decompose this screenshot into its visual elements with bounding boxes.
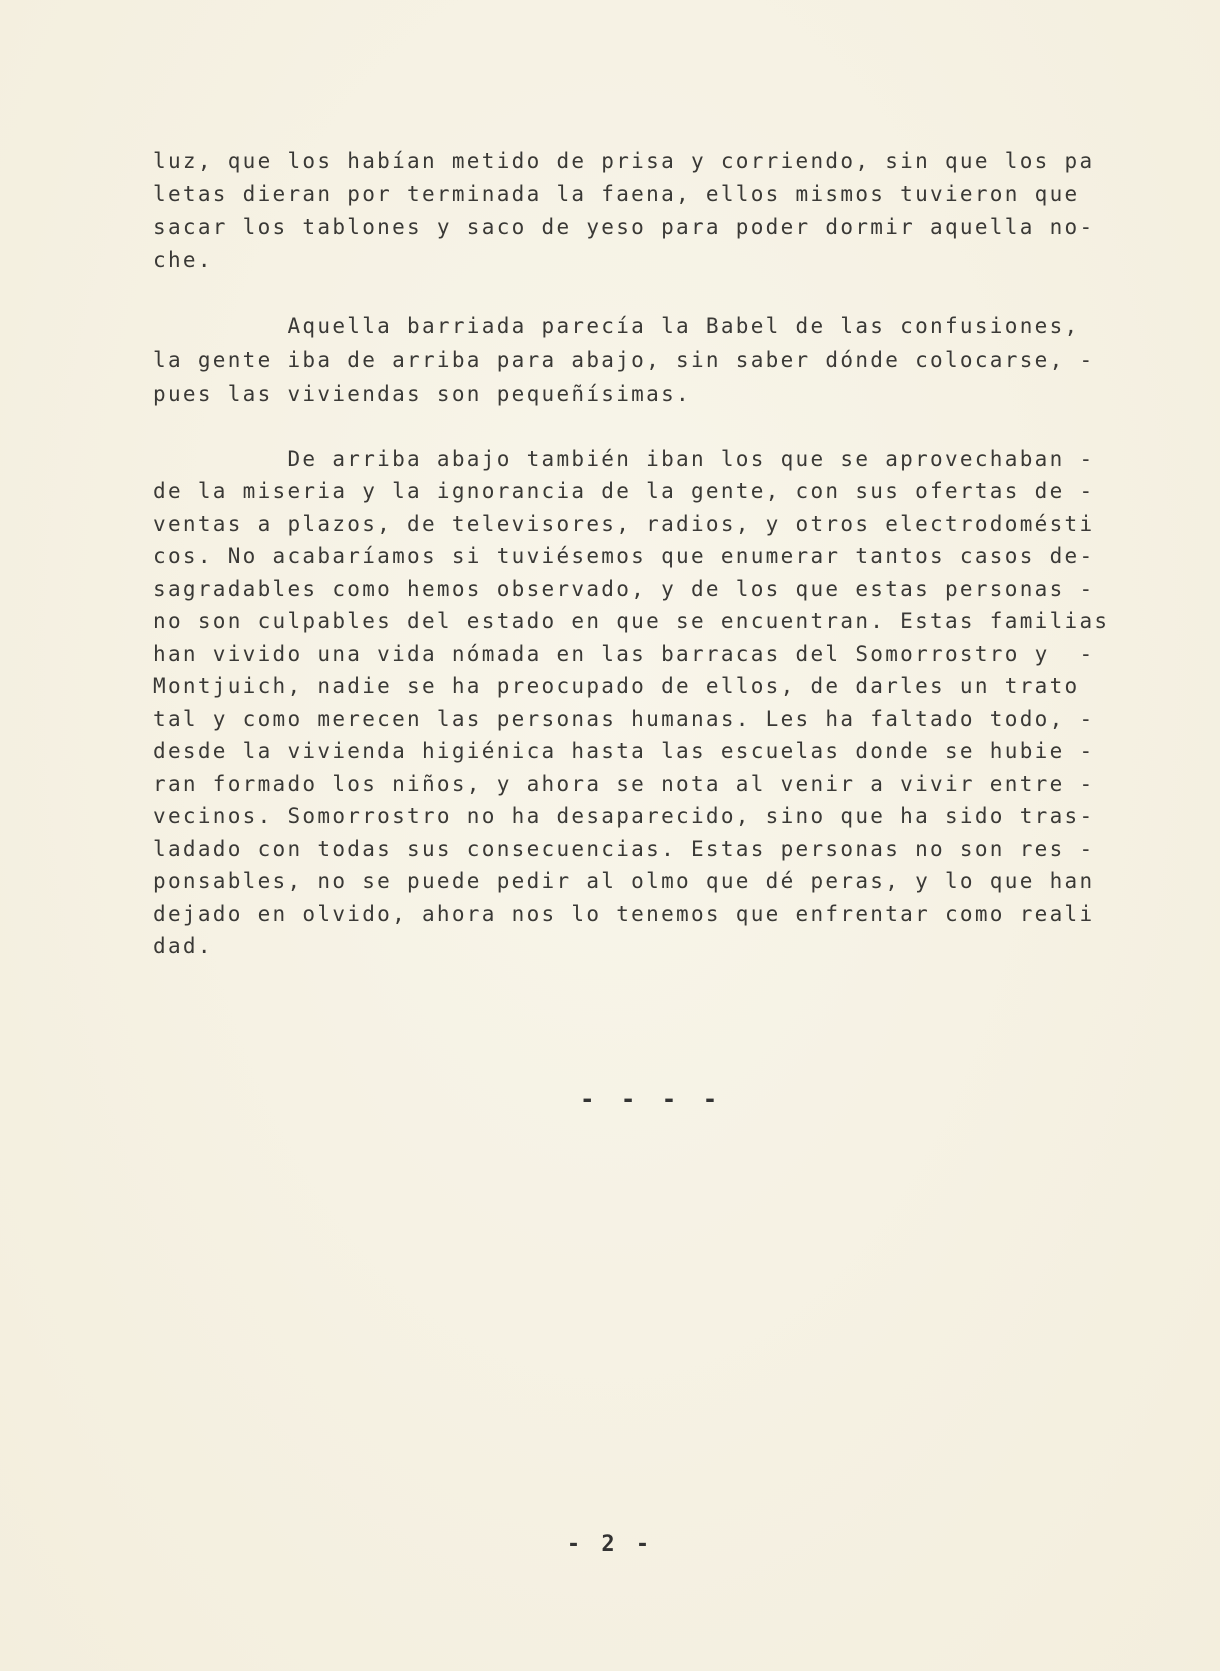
text-line: Montjuich, nadie se ha preocupado de ellos, de darles un trato [153,674,1080,698]
section-separator: - - - - [580,1085,724,1113]
text-line: sacar los tablones y saco de yeso para poder dormir aquella no- [153,215,1095,239]
text-line: cos. No acabaríamos si tuviésemos que enumerar tantos casos de- [153,544,1095,568]
text-line: Aquella barriada parecía la Babel de las confusiones, [153,314,1080,338]
text-line: ventas a plazos, de televisores, radios, y otros electrodomésti [153,512,1095,536]
text-line: desde la vivienda higiénica hasta las escuelas donde se hubie - [153,739,1095,763]
text-line: de la miseria y la ignorancia de la gente, con sus ofertas de - [153,479,1095,503]
text-line: dad. [153,934,213,958]
text-line: che. [153,248,213,272]
text-line: pues las viviendas son pequeñísimas. [153,382,691,406]
text-line: han vivido una vida nómada en las barracas del Somorrostro y - [153,642,1095,666]
text-line: vecinos. Somorrostro no ha desaparecido, sino que ha sido tras- [153,804,1095,828]
text-line: tal y como merecen las personas humanas. Les ha faltado todo, - [153,707,1095,731]
text-line: ponsables, no se puede pedir al olmo que dé peras, y lo que han [153,869,1095,893]
page-number: - 2 - [566,1532,654,1557]
text-line: letas dieran por terminada la faena, ellos mismos tuvieron que [153,182,1080,206]
text-line: luz, que los habían metido de prisa y corriendo, sin que los pa [153,149,1095,173]
text-line: ran formado los niños, y ahora se nota al venir a vivir entre - [153,772,1095,796]
text-line: ladado con todas sus consecuencias. Estas personas no son res - [153,837,1095,861]
text-line: dejado en olvido, ahora nos lo tenemos que enfrentar como reali [153,902,1095,926]
text-line: sagradables como hemos observado, y de los que estas personas - [153,577,1095,601]
text-line: De arriba abajo también iban los que se aprovechaban - [153,447,1095,471]
text-line: la gente iba de arriba para abajo, sin saber dónde colocarse, - [153,348,1095,372]
text-line: no son culpables del estado en que se encuentran. Estas familias [153,609,1110,633]
